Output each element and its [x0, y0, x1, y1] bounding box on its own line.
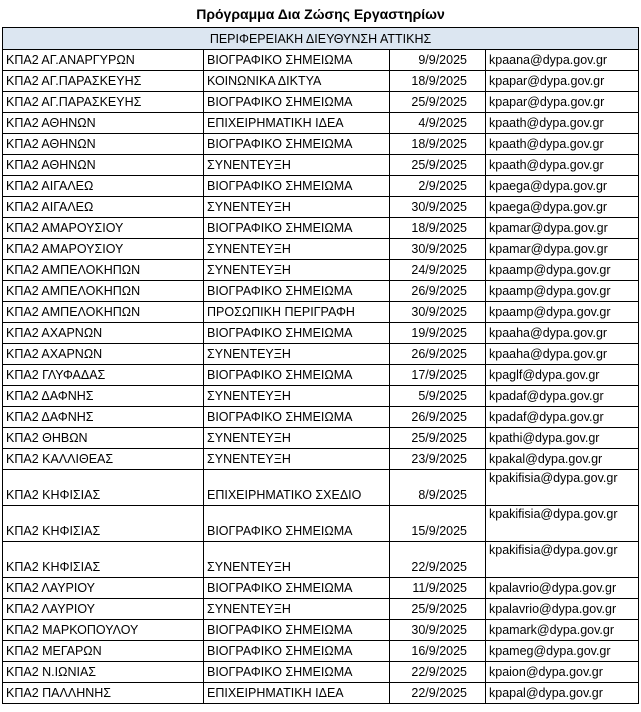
email-cell: kpaamp@dypa.gov.gr — [486, 302, 639, 323]
office-cell: ΚΠΑ2 ΑΓ.ΠΑΡΑΣΚΕΥΗΣ — [3, 71, 204, 92]
email-cell: kpathi@dypa.gov.gr — [486, 428, 639, 449]
workshop-cell: ΒΙΟΓΡΑΦΙΚΟ ΣΗΜΕΙΩΜΑ — [204, 50, 390, 71]
date-cell: 11/9/2025 — [390, 578, 486, 599]
office-cell: ΚΠΑ2 Ν.ΙΩΝΙΑΣ — [3, 662, 204, 683]
table-row — [3, 176, 639, 197]
date-cell: 19/9/2025 — [390, 323, 486, 344]
region-header-row — [3, 28, 639, 50]
email-cell: kpamar@dypa.gov.gr — [486, 218, 639, 239]
workshop-cell: ΕΠΙΧΕΙΡΗΜΑΤΙΚΟ ΣΧΕΔΙΟ — [204, 470, 390, 506]
email-cell: kpaath@dypa.gov.gr — [486, 113, 639, 134]
email-cell: kpapar@dypa.gov.gr — [486, 92, 639, 113]
table-row — [3, 155, 639, 176]
table-row — [3, 620, 639, 641]
email-cell: kpaana@dypa.gov.gr — [486, 50, 639, 71]
table-row — [3, 197, 639, 218]
schedule-table — [2, 27, 639, 704]
table-row — [3, 218, 639, 239]
email-cell: kpaega@dypa.gov.gr — [486, 176, 639, 197]
workshop-cell: ΕΠΙΧΕΙΡΗΜΑΤΙΚΗ ΙΔΕΑ — [204, 683, 390, 704]
workshop-cell: ΣΥΝΕΝΤΕΥΞΗ — [204, 197, 390, 218]
office-cell: ΚΠΑ2 ΚΗΦΙΣΙΑΣ — [3, 542, 204, 578]
workshop-cell: ΣΥΝΕΝΤΕΥΞΗ — [204, 599, 390, 620]
office-cell: ΚΠΑ2 ΛΑΥΡΙΟΥ — [3, 578, 204, 599]
email-cell: kpalavrio@dypa.gov.gr — [486, 599, 639, 620]
office-cell: ΚΠΑ2 ΑΓ.ΑΝΑΡΓΥΡΩΝ — [3, 50, 204, 71]
table-row — [3, 428, 639, 449]
email-cell: kpaamp@dypa.gov.gr — [486, 260, 639, 281]
workshop-cell: ΣΥΝΕΝΤΕΥΞΗ — [204, 386, 390, 407]
date-cell: 30/9/2025 — [390, 620, 486, 641]
workshop-cell: ΒΙΟΓΡΑΦΙΚΟ ΣΗΜΕΙΩΜΑ — [204, 176, 390, 197]
email-cell: kpaaha@dypa.gov.gr — [486, 323, 639, 344]
date-cell: 30/9/2025 — [390, 197, 486, 218]
date-cell: 16/9/2025 — [390, 641, 486, 662]
workshop-cell: ΣΥΝΕΝΤΕΥΞΗ — [204, 260, 390, 281]
table-row — [3, 50, 639, 71]
workshop-cell: ΒΙΟΓΡΑΦΙΚΟ ΣΗΜΕΙΩΜΑ — [204, 578, 390, 599]
office-cell: ΚΠΑ2 ΑΘΗΝΩΝ — [3, 134, 204, 155]
page-title: Πρόγραμμα Δια Ζώσης Εργαστηρίων — [196, 6, 445, 22]
workshop-cell: ΒΙΟΓΡΑΦΙΚΟ ΣΗΜΕΙΩΜΑ — [204, 134, 390, 155]
table-row — [3, 260, 639, 281]
office-cell: ΚΠΑ2 ΜΕΓΑΡΩΝ — [3, 641, 204, 662]
office-cell: ΚΠΑ2 ΑΜΑΡΟΥΣΙΟΥ — [3, 218, 204, 239]
workshop-cell: ΒΙΟΓΡΑΦΙΚΟ ΣΗΜΕΙΩΜΑ — [204, 281, 390, 302]
date-cell: 30/9/2025 — [390, 239, 486, 260]
office-cell: ΚΠΑ2 ΔΑΦΝΗΣ — [3, 386, 204, 407]
email-cell: kpapal@dypa.gov.gr — [486, 683, 639, 704]
email-cell: kpameg@dypa.gov.gr — [486, 641, 639, 662]
date-cell: 24/9/2025 — [390, 260, 486, 281]
date-cell: 18/9/2025 — [390, 134, 486, 155]
office-cell: ΚΠΑ2 ΜΑΡΚΟΠΟΥΛΟΥ — [3, 620, 204, 641]
date-cell: 22/9/2025 — [390, 542, 486, 578]
office-cell: ΚΠΑ2 ΑΘΗΝΩΝ — [3, 113, 204, 134]
table-row — [3, 683, 639, 704]
region-header: ΠΕΡΙΦΕΡΕΙΑΚΗ ΔΙΕΥΘΥΝΣΗ ΑΤΤΙΚΗΣ — [3, 28, 639, 50]
email-cell: kpalavrio@dypa.gov.gr — [486, 578, 639, 599]
workshop-cell: ΒΙΟΓΡΑΦΙΚΟ ΣΗΜΕΙΩΜΑ — [204, 641, 390, 662]
office-cell: ΚΠΑ2 ΑΧΑΡΝΩΝ — [3, 323, 204, 344]
email-cell: kpapar@dypa.gov.gr — [486, 71, 639, 92]
office-cell: ΚΠΑ2 ΘΗΒΩΝ — [3, 428, 204, 449]
email-cell: kpaion@dypa.gov.gr — [486, 662, 639, 683]
email-cell: kpaamp@dypa.gov.gr — [486, 281, 639, 302]
date-cell: 4/9/2025 — [390, 113, 486, 134]
workshop-cell: ΒΙΟΓΡΑΦΙΚΟ ΣΗΜΕΙΩΜΑ — [204, 92, 390, 113]
date-cell: 22/9/2025 — [390, 662, 486, 683]
workshop-cell: ΒΙΟΓΡΑΦΙΚΟ ΣΗΜΕΙΩΜΑ — [204, 620, 390, 641]
email-cell: kpamar@dypa.gov.gr — [486, 239, 639, 260]
office-cell: ΚΠΑ2 ΑΘΗΝΩΝ — [3, 155, 204, 176]
workshop-cell: ΣΥΝΕΝΤΕΥΞΗ — [204, 542, 390, 578]
office-cell: ΚΠΑ2 ΑΧΑΡΝΩΝ — [3, 344, 204, 365]
workshop-cell: ΒΙΟΓΡΑΦΙΚΟ ΣΗΜΕΙΩΜΑ — [204, 662, 390, 683]
email-cell: kpakifisia@dypa.gov.gr — [486, 506, 639, 542]
date-cell: 25/9/2025 — [390, 155, 486, 176]
office-cell: ΚΠΑ2 ΚΗΦΙΣΙΑΣ — [3, 506, 204, 542]
office-cell: ΚΠΑ2 ΑΜΠΕΛΟΚΗΠΩΝ — [3, 260, 204, 281]
email-cell: kpaath@dypa.gov.gr — [486, 134, 639, 155]
date-cell: 26/9/2025 — [390, 407, 486, 428]
table-row — [3, 449, 639, 470]
table-row — [3, 113, 639, 134]
email-cell: kpakifisia@dypa.gov.gr — [486, 470, 639, 506]
office-cell: ΚΠΑ2 ΑΜΠΕΛΟΚΗΠΩΝ — [3, 302, 204, 323]
office-cell: ΚΠΑ2 ΓΛΥΦΑΔΑΣ — [3, 365, 204, 386]
workshop-cell: ΣΥΝΕΝΤΕΥΞΗ — [204, 239, 390, 260]
date-cell: 23/9/2025 — [390, 449, 486, 470]
workshop-cell: ΣΥΝΕΝΤΕΥΞΗ — [204, 449, 390, 470]
date-cell: 26/9/2025 — [390, 344, 486, 365]
table-row — [3, 470, 639, 506]
date-cell: 26/9/2025 — [390, 281, 486, 302]
date-cell: 18/9/2025 — [390, 71, 486, 92]
workshop-cell: ΣΥΝΕΝΤΕΥΞΗ — [204, 428, 390, 449]
office-cell: ΚΠΑ2 ΛΑΥΡΙΟΥ — [3, 599, 204, 620]
workshop-cell: ΒΙΟΓΡΑΦΙΚΟ ΣΗΜΕΙΩΜΑ — [204, 506, 390, 542]
date-cell: 22/9/2025 — [390, 683, 486, 704]
table-row — [3, 641, 639, 662]
date-cell: 30/9/2025 — [390, 302, 486, 323]
email-cell: kpaega@dypa.gov.gr — [486, 197, 639, 218]
table-row — [3, 542, 639, 578]
date-cell: 15/9/2025 — [390, 506, 486, 542]
workshop-cell: ΣΥΝΕΝΤΕΥΞΗ — [204, 155, 390, 176]
date-cell: 9/9/2025 — [390, 50, 486, 71]
date-cell: 5/9/2025 — [390, 386, 486, 407]
date-cell: 25/9/2025 — [390, 599, 486, 620]
office-cell: ΚΠΑ2 ΚΗΦΙΣΙΑΣ — [3, 470, 204, 506]
office-cell: ΚΠΑ2 ΑΓ.ΠΑΡΑΣΚΕΥΗΣ — [3, 92, 204, 113]
date-cell: 17/9/2025 — [390, 365, 486, 386]
table-row — [3, 323, 639, 344]
email-cell: kpakifisia@dypa.gov.gr — [486, 542, 639, 578]
date-cell: 8/9/2025 — [390, 470, 486, 506]
table-row — [3, 386, 639, 407]
email-cell: kpakal@dypa.gov.gr — [486, 449, 639, 470]
date-cell: 2/9/2025 — [390, 176, 486, 197]
date-cell: 25/9/2025 — [390, 428, 486, 449]
office-cell: ΚΠΑ2 ΠΑΛΛΗΝΗΣ — [3, 683, 204, 704]
date-cell: 18/9/2025 — [390, 218, 486, 239]
email-cell: kpadaf@dypa.gov.gr — [486, 386, 639, 407]
table-row — [3, 302, 639, 323]
office-cell: ΚΠΑ2 ΚΑΛΛΙΘΕΑΣ — [3, 449, 204, 470]
workshop-cell: ΒΙΟΓΡΑΦΙΚΟ ΣΗΜΕΙΩΜΑ — [204, 365, 390, 386]
email-cell: kpadaf@dypa.gov.gr — [486, 407, 639, 428]
workshop-cell: ΒΙΟΓΡΑΦΙΚΟ ΣΗΜΕΙΩΜΑ — [204, 323, 390, 344]
workshop-cell: ΠΡΟΣΩΠΙΚΗ ΠΕΡΙΓΡΑΦΗ — [204, 302, 390, 323]
table-row — [3, 71, 639, 92]
email-cell: kpaaha@dypa.gov.gr — [486, 344, 639, 365]
table-row — [3, 365, 639, 386]
table-row — [3, 578, 639, 599]
table-row — [3, 239, 639, 260]
table-row — [3, 134, 639, 155]
table-row — [3, 599, 639, 620]
office-cell: ΚΠΑ2 ΑΜΑΡΟΥΣΙΟΥ — [3, 239, 204, 260]
office-cell: ΚΠΑ2 ΑΙΓΑΛΕΩ — [3, 176, 204, 197]
table-row — [3, 281, 639, 302]
table-row — [3, 506, 639, 542]
workshop-cell: ΒΙΟΓΡΑΦΙΚΟ ΣΗΜΕΙΩΜΑ — [204, 407, 390, 428]
office-cell: ΚΠΑ2 ΔΑΦΝΗΣ — [3, 407, 204, 428]
table-row — [3, 92, 639, 113]
email-cell: kpamark@dypa.gov.gr — [486, 620, 639, 641]
email-cell: kpaglf@dypa.gov.gr — [486, 365, 639, 386]
table-row — [3, 407, 639, 428]
workshop-cell: ΒΙΟΓΡΑΦΙΚΟ ΣΗΜΕΙΩΜΑ — [204, 218, 390, 239]
table-row — [3, 662, 639, 683]
workshop-cell: ΚΟΙΝΩΝΙΚΑ ΔΙΚΤΥΑ — [204, 71, 390, 92]
workshop-cell: ΕΠΙΧΕΙΡΗΜΑΤΙΚΗ ΙΔΕΑ — [204, 113, 390, 134]
workshop-cell: ΣΥΝΕΝΤΕΥΞΗ — [204, 344, 390, 365]
office-cell: ΚΠΑ2 ΑΙΓΑΛΕΩ — [3, 197, 204, 218]
table-row — [3, 344, 639, 365]
office-cell: ΚΠΑ2 ΑΜΠΕΛΟΚΗΠΩΝ — [3, 281, 204, 302]
date-cell: 25/9/2025 — [390, 92, 486, 113]
email-cell: kpaath@dypa.gov.gr — [486, 155, 639, 176]
